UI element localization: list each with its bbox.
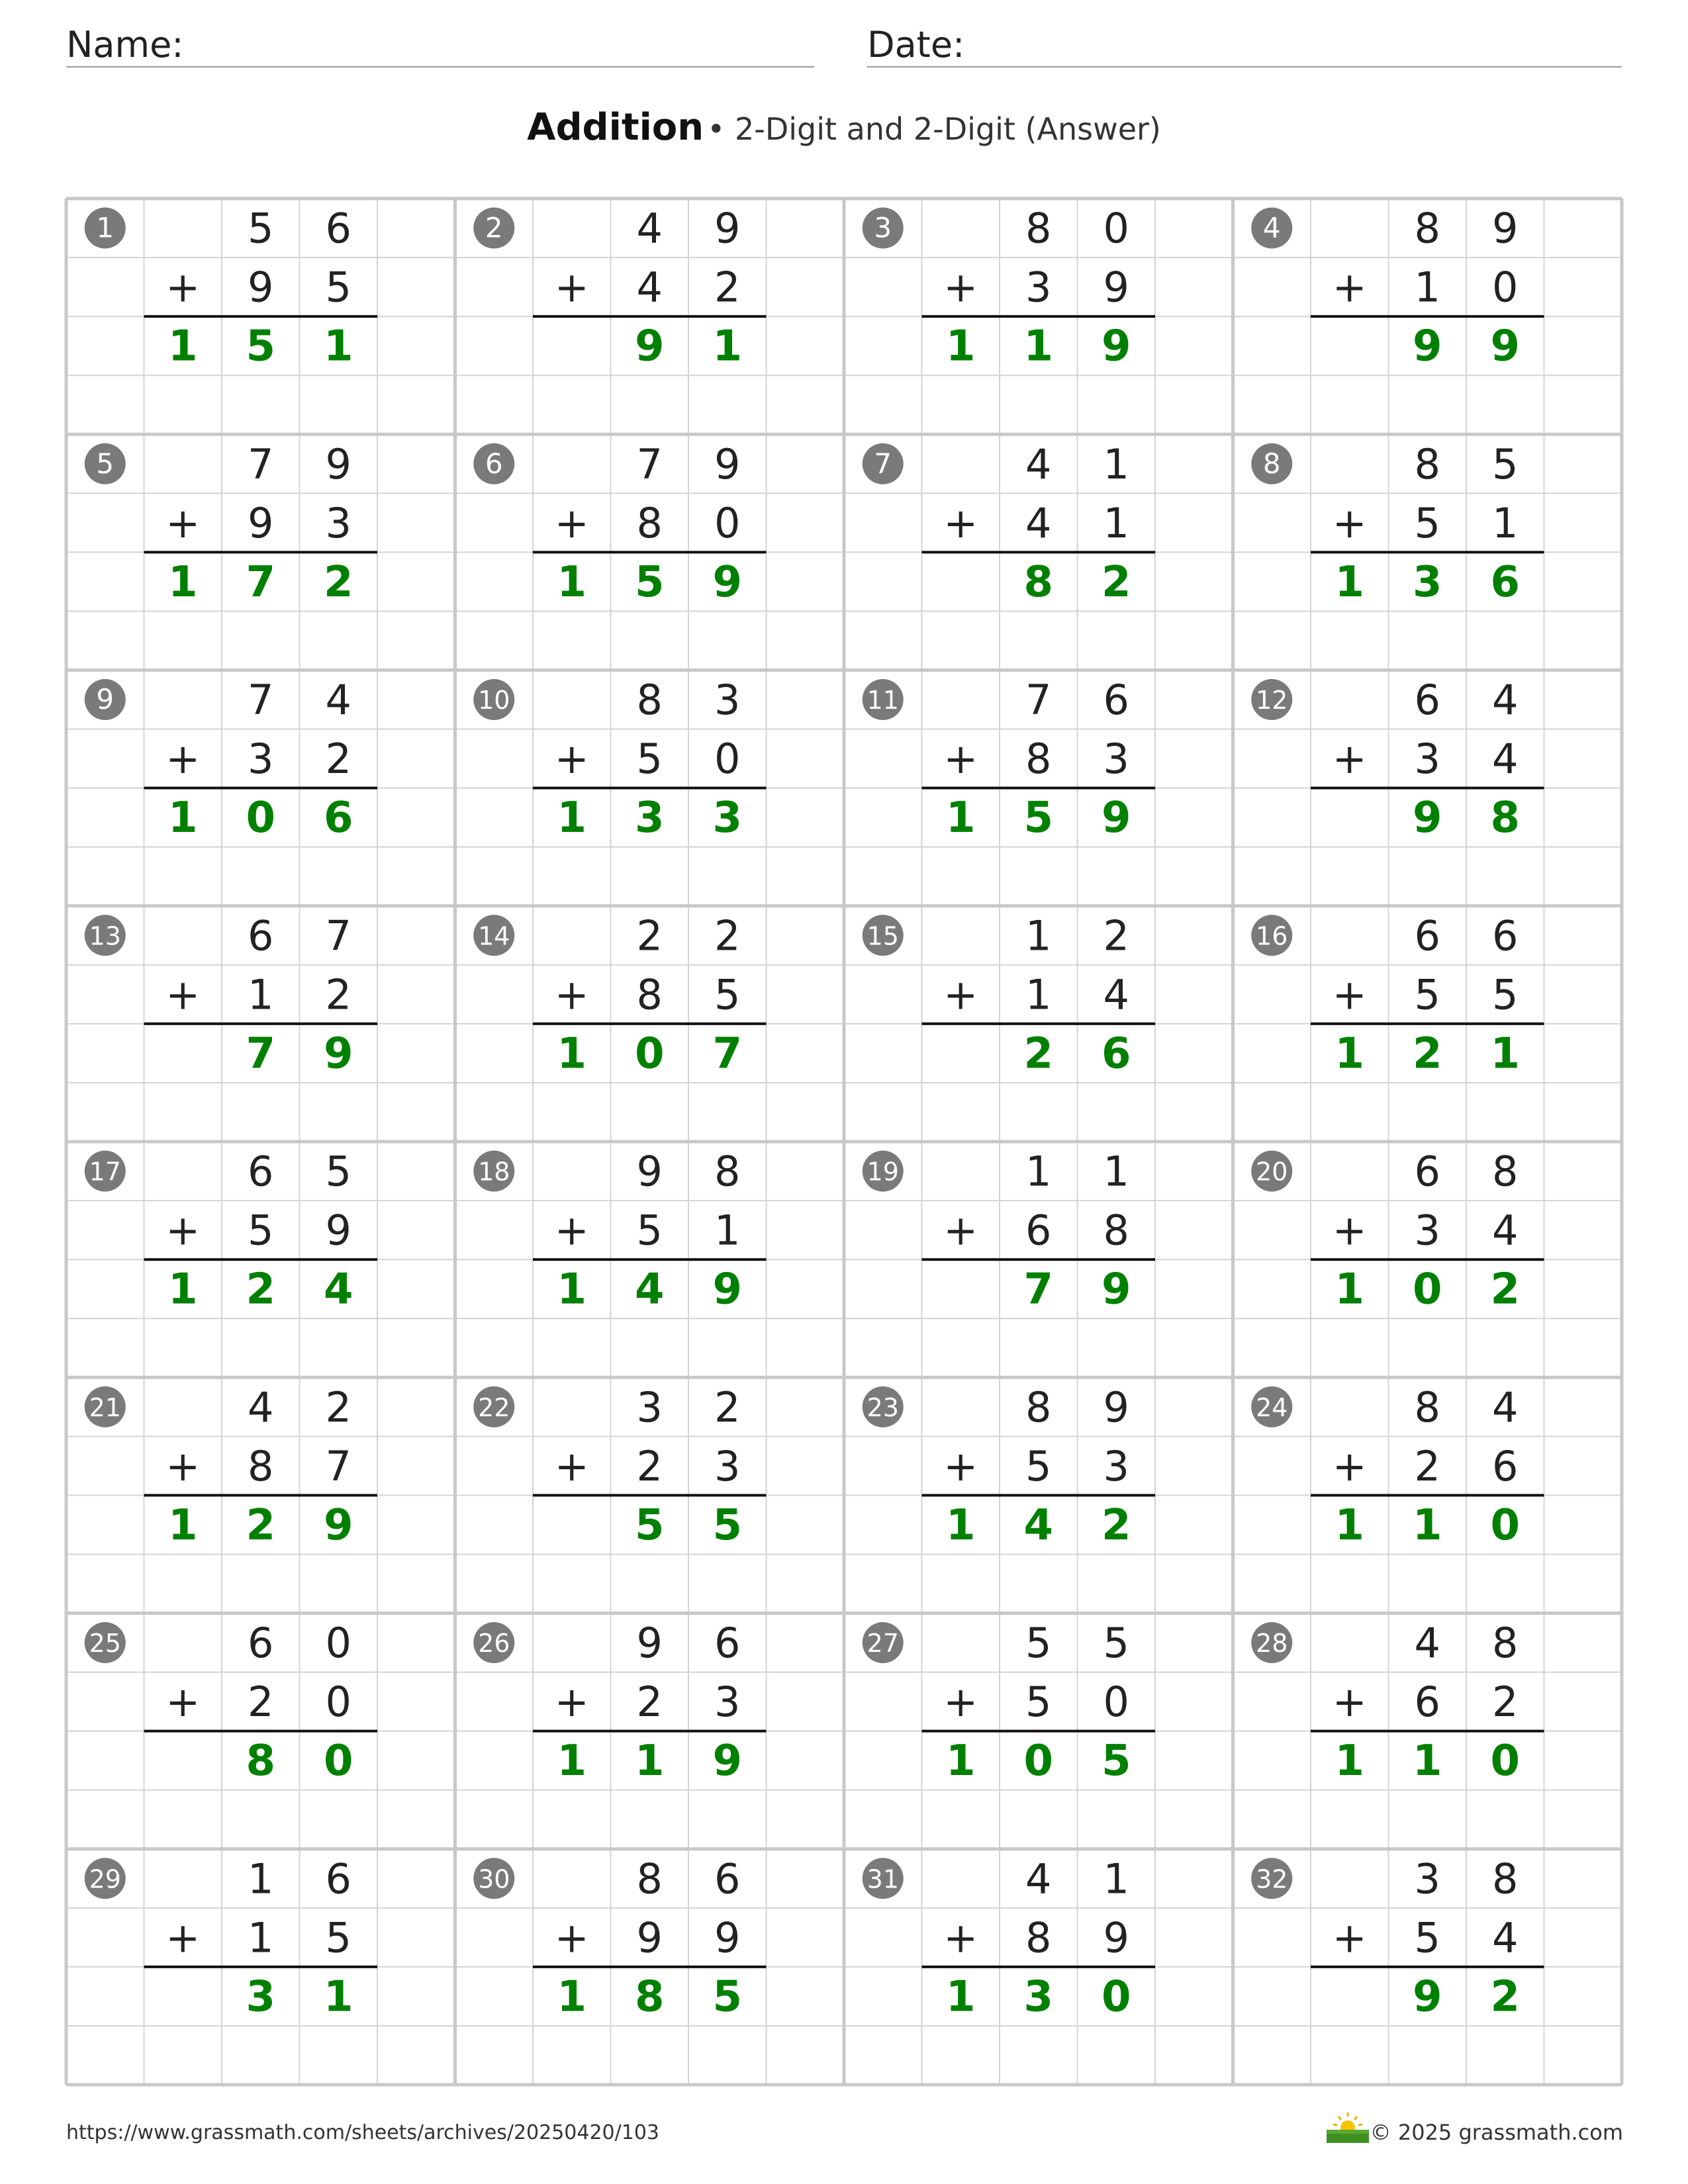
operand-digit: 4 [325, 676, 352, 725]
answer-digit: 9 [712, 1737, 743, 1786]
answer-digit: 0 [1023, 1737, 1054, 1786]
operand-digit: 5 [636, 735, 663, 784]
operand-digit: 0 [714, 498, 741, 547]
operand-digit: 3 [1103, 735, 1129, 784]
operand-digit: 4 [1414, 1619, 1440, 1668]
problem-number: 20 [1256, 1157, 1288, 1187]
answer-digit: 1 [712, 322, 743, 371]
operand-digit: 0 [1103, 1678, 1129, 1727]
operand-digit: 4 [1103, 970, 1129, 1019]
operand-digit: 0 [325, 1678, 352, 1727]
operand-digit: 5 [1414, 970, 1440, 1019]
operand-digit: 1 [1103, 498, 1129, 547]
operand-digit: 5 [1025, 1619, 1052, 1668]
operand-digit: 8 [1025, 735, 1052, 784]
operand-digit: 8 [714, 1147, 741, 1196]
operand-digit: 5 [636, 1206, 663, 1255]
answer-digit: 2 [323, 557, 353, 607]
footer-copyright: © 2025 grassmath.com [1370, 2120, 1623, 2145]
answer-digit: 1 [945, 1500, 976, 1550]
answer-digit: 0 [634, 1029, 665, 1079]
answer-digit: 6 [1490, 557, 1521, 607]
plus-sign: + [943, 498, 978, 547]
operand-digit: 5 [1414, 1913, 1440, 1962]
title-main: Addition [527, 106, 704, 149]
answer-digit: 1 [634, 1737, 665, 1786]
problem-number: 16 [1256, 921, 1288, 951]
operand-digit: 4 [1492, 1206, 1519, 1255]
operand-digit: 7 [1025, 676, 1052, 725]
answer-digit: 1 [1412, 1500, 1442, 1550]
answer-digit: 7 [246, 1029, 276, 1079]
plus-sign: + [554, 970, 589, 1019]
operand-digit: 2 [714, 911, 741, 960]
plus-sign: + [943, 1206, 978, 1255]
footer-url: https://www.grassmath.com/sheets/archives/20250420/103 [66, 2121, 660, 2144]
plus-sign: + [1332, 735, 1367, 784]
operand-digit: 8 [1414, 439, 1440, 488]
operand-digit: 7 [325, 911, 352, 960]
plus-sign: + [554, 263, 589, 312]
operand-digit: 5 [1103, 1619, 1129, 1668]
answer-digit: 0 [246, 794, 276, 843]
problem-number: 18 [478, 1157, 510, 1187]
plus-sign: + [165, 1441, 201, 1490]
operand-digit: 6 [248, 1619, 274, 1668]
operand-digit: 5 [325, 1147, 352, 1196]
operand-digit: 6 [1025, 1206, 1052, 1255]
plus-sign: + [943, 735, 978, 784]
problem-number: 31 [867, 1864, 899, 1894]
operand-digit: 4 [1492, 676, 1519, 725]
operand-digit: 8 [1492, 1854, 1519, 1903]
problem-number: 1 [96, 211, 115, 244]
operand-digit: 9 [1492, 204, 1519, 253]
operand-digit: 6 [325, 1854, 352, 1903]
operand-digit: 8 [636, 1854, 663, 1903]
operand-digit: 9 [714, 439, 741, 488]
answer-digit: 8 [1490, 794, 1521, 843]
operand-digit: 5 [1414, 498, 1440, 547]
answer-digit: 1 [167, 322, 198, 371]
operand-digit: 5 [325, 263, 352, 312]
problem-number: 8 [1262, 447, 1281, 480]
operand-digit: 2 [325, 970, 352, 1019]
operand-digit: 8 [1025, 1383, 1052, 1432]
operand-digit: 3 [1025, 263, 1052, 312]
operand-digit: 6 [1414, 1678, 1440, 1727]
operand-digit: 6 [1414, 1147, 1440, 1196]
operand-digit: 2 [1103, 911, 1129, 960]
operand-digit: 4 [1025, 498, 1052, 547]
operand-digit: 2 [714, 1383, 741, 1432]
problem-number: 4 [1262, 211, 1281, 244]
operand-digit: 4 [1025, 1854, 1052, 1903]
operand-digit: 9 [636, 1913, 663, 1962]
answer-digit: 3 [246, 1972, 276, 2022]
answer-digit: 1 [557, 1972, 587, 2022]
operand-digit: 1 [1103, 439, 1129, 488]
problem-number: 13 [89, 921, 121, 951]
answer-digit: 2 [1412, 1029, 1442, 1079]
operand-digit: 7 [248, 439, 274, 488]
answer-digit: 4 [634, 1265, 665, 1314]
operand-digit: 2 [325, 1383, 352, 1432]
answer-digit: 7 [1023, 1265, 1054, 1314]
operand-digit: 6 [325, 204, 352, 253]
operand-digit: 9 [714, 1913, 741, 1962]
operand-digit: 6 [1103, 676, 1129, 725]
answer-digit: 6 [323, 794, 353, 843]
operand-digit: 5 [325, 1913, 352, 1962]
operand-digit: 2 [636, 1441, 663, 1490]
problem-number: 32 [1256, 1864, 1288, 1894]
answer-digit: 7 [712, 1029, 743, 1079]
answer-digit: 9 [1101, 794, 1131, 843]
operand-digit: 1 [1414, 263, 1440, 312]
operand-digit: 2 [1414, 1441, 1440, 1490]
answer-digit: 0 [323, 1737, 353, 1786]
operand-digit: 3 [325, 498, 352, 547]
plus-sign: + [943, 970, 978, 1019]
problem-number: 9 [96, 683, 115, 716]
answer-digit: 2 [1023, 1029, 1054, 1079]
operand-digit: 4 [1025, 439, 1052, 488]
answer-digit: 0 [1490, 1737, 1521, 1786]
operand-digit: 8 [248, 1441, 274, 1490]
answer-digit: 3 [712, 794, 743, 843]
operand-digit: 8 [1414, 1383, 1440, 1432]
answer-digit: 2 [1490, 1265, 1521, 1314]
operand-digit: 1 [248, 1854, 274, 1903]
plus-sign: + [943, 1441, 978, 1490]
answer-digit: 9 [323, 1500, 353, 1550]
answer-digit: 1 [323, 1972, 353, 2022]
answer-digit: 1 [1490, 1029, 1521, 1079]
operand-digit: 6 [1492, 911, 1519, 960]
problem-number: 10 [478, 686, 510, 715]
operand-digit: 2 [248, 1678, 274, 1727]
answer-digit: 2 [246, 1265, 276, 1314]
answer-digit: 5 [712, 1972, 743, 2022]
answer-digit: 1 [557, 1265, 587, 1314]
operand-digit: 8 [636, 970, 663, 1019]
problem-number: 11 [867, 686, 899, 715]
answer-digit: 5 [634, 1500, 665, 1550]
operand-digit: 0 [1492, 263, 1519, 312]
plus-sign: + [1332, 1206, 1367, 1255]
problem-number: 24 [1256, 1392, 1288, 1422]
operand-digit: 1 [1025, 970, 1052, 1019]
answer-digit: 3 [1412, 557, 1442, 607]
answer-digit: 2 [1101, 1500, 1131, 1550]
operand-digit: 9 [714, 204, 741, 253]
answer-digit: 1 [167, 794, 198, 843]
answer-digit: 1 [945, 322, 976, 371]
operand-digit: 6 [248, 1147, 274, 1196]
operand-digit: 8 [1492, 1147, 1519, 1196]
operand-digit: 6 [714, 1854, 741, 1903]
answer-digit: 1 [1023, 322, 1054, 371]
plus-sign: + [165, 1678, 201, 1727]
operand-digit: 3 [1414, 1206, 1440, 1255]
operand-digit: 5 [248, 1206, 274, 1255]
operand-digit: 1 [1103, 1854, 1129, 1903]
operand-digit: 8 [1025, 1913, 1052, 1962]
operand-digit: 9 [248, 263, 274, 312]
answer-digit: 9 [634, 322, 665, 371]
answer-digit: 1 [945, 1972, 976, 2022]
answer-digit: 8 [246, 1737, 276, 1786]
operand-digit: 3 [248, 735, 274, 784]
answer-digit: 1 [1335, 1737, 1365, 1786]
operand-digit: 5 [248, 204, 274, 253]
answer-digit: 0 [1412, 1265, 1442, 1314]
operand-digit: 2 [636, 1678, 663, 1727]
answer-digit: 9 [1412, 1972, 1442, 2022]
operand-digit: 1 [1492, 498, 1519, 547]
answer-digit: 7 [246, 557, 276, 607]
operand-digit: 6 [1414, 676, 1440, 725]
operand-digit: 1 [714, 1206, 741, 1255]
answer-digit: 2 [246, 1500, 276, 1550]
answer-digit: 3 [634, 794, 665, 843]
operand-digit: 3 [714, 676, 741, 725]
answer-digit: 5 [634, 557, 665, 607]
answer-digit: 1 [167, 1265, 198, 1314]
problem-number: 27 [867, 1629, 899, 1659]
plus-sign: + [1332, 970, 1367, 1019]
answer-digit: 5 [712, 1500, 743, 1550]
operand-digit: 7 [636, 439, 663, 488]
problem-number: 12 [1256, 686, 1288, 715]
operand-digit: 5 [1025, 1678, 1052, 1727]
plus-sign: + [165, 1913, 201, 1962]
plus-sign: + [943, 1678, 978, 1727]
answer-digit: 1 [1335, 1029, 1365, 1079]
operand-digit: 9 [1103, 1913, 1129, 1962]
operand-digit: 3 [714, 1441, 741, 1490]
plus-sign: + [554, 735, 589, 784]
operand-digit: 8 [636, 676, 663, 725]
answer-digit: 6 [1101, 1029, 1131, 1079]
answer-digit: 1 [557, 794, 587, 843]
operand-digit: 2 [325, 735, 352, 784]
operand-digit: 4 [248, 1383, 274, 1432]
operand-digit: 2 [636, 911, 663, 960]
answer-digit: 1 [945, 794, 976, 843]
operand-digit: 0 [1103, 204, 1129, 253]
answer-digit: 9 [1101, 1265, 1131, 1314]
operand-digit: 6 [248, 911, 274, 960]
plus-sign: + [1332, 1441, 1367, 1490]
operand-digit: 7 [248, 676, 274, 725]
plus-sign: + [554, 1441, 589, 1490]
operand-digit: 4 [636, 204, 663, 253]
problem-number: 15 [867, 921, 899, 951]
answer-digit: 5 [1101, 1737, 1131, 1786]
name-label: Name: [66, 24, 184, 66]
plus-sign: + [554, 1206, 589, 1255]
answer-digit: 1 [1335, 557, 1365, 607]
problem-number: 23 [867, 1392, 899, 1422]
problem-number: 3 [874, 211, 892, 244]
operand-digit: 9 [1103, 1383, 1129, 1432]
answer-digit: 4 [1023, 1500, 1054, 1550]
problem-number: 21 [89, 1392, 121, 1422]
operand-digit: 9 [1103, 263, 1129, 312]
plus-sign: + [165, 498, 201, 547]
operand-digit: 9 [636, 1147, 663, 1196]
answer-digit: 5 [1023, 794, 1054, 843]
answer-digit: 0 [1490, 1500, 1521, 1550]
answer-digit: 1 [557, 557, 587, 607]
plus-sign: + [1332, 1678, 1367, 1727]
plus-sign: + [165, 1206, 201, 1255]
operand-digit: 8 [1103, 1206, 1129, 1255]
problem-number: 17 [89, 1157, 121, 1187]
operand-digit: 1 [248, 1913, 274, 1962]
operand-digit: 7 [325, 1441, 352, 1490]
title-subtitle: • 2-Digit and 2-Digit (Answer) [707, 111, 1161, 147]
problem-number: 2 [485, 211, 503, 244]
operand-digit: 0 [325, 1619, 352, 1668]
operand-digit: 4 [1492, 1913, 1519, 1962]
answer-digit: 1 [945, 1737, 976, 1786]
problem-number: 30 [478, 1864, 510, 1894]
answer-digit: 9 [1101, 322, 1131, 371]
operand-digit: 8 [636, 498, 663, 547]
plus-sign: + [165, 970, 201, 1019]
operand-digit: 1 [1103, 1147, 1129, 1196]
problem-number: 6 [485, 447, 503, 480]
answer-digit: 2 [1101, 557, 1131, 607]
operand-digit: 0 [714, 735, 741, 784]
plus-sign: + [554, 498, 589, 547]
answer-digit: 1 [167, 1500, 198, 1550]
plus-sign: + [1332, 263, 1367, 312]
operand-digit: 9 [636, 1619, 663, 1668]
operand-digit: 8 [1414, 204, 1440, 253]
answer-digit: 1 [323, 322, 353, 371]
operand-digit: 9 [325, 1206, 352, 1255]
operand-digit: 5 [714, 970, 741, 1019]
operand-digit: 8 [1025, 204, 1052, 253]
operand-digit: 9 [325, 439, 352, 488]
answer-digit: 1 [557, 1737, 587, 1786]
operand-digit: 3 [636, 1383, 663, 1432]
operand-digit: 3 [1103, 1441, 1129, 1490]
operand-digit: 5 [1492, 439, 1519, 488]
operand-digit: 9 [248, 498, 274, 547]
operand-digit: 5 [1025, 1441, 1052, 1490]
operand-digit: 6 [1414, 911, 1440, 960]
operand-digit: 2 [1492, 1678, 1519, 1727]
plus-sign: + [165, 263, 201, 312]
operand-digit: 8 [1492, 1619, 1519, 1668]
plus-sign: + [943, 1913, 978, 1962]
answer-digit: 9 [712, 557, 743, 607]
problem-number: 22 [478, 1392, 510, 1422]
plus-sign: + [943, 263, 978, 312]
date-label: Date: [867, 24, 965, 66]
answer-digit: 1 [557, 1029, 587, 1079]
operand-digit: 4 [1492, 735, 1519, 784]
operand-digit: 1 [1025, 1147, 1052, 1196]
operand-digit: 4 [1492, 1383, 1519, 1432]
answer-digit: 1 [1335, 1265, 1365, 1314]
plus-sign: + [1332, 498, 1367, 547]
problem-number: 26 [478, 1629, 510, 1659]
answer-digit: 9 [1412, 322, 1442, 371]
problem-number: 25 [89, 1629, 121, 1659]
answer-digit: 9 [712, 1265, 743, 1314]
plus-sign: + [554, 1913, 589, 1962]
problem-number: 5 [96, 447, 115, 480]
answer-digit: 9 [1490, 322, 1521, 371]
answer-digit: 1 [1335, 1500, 1365, 1550]
problem-number: 28 [1256, 1629, 1288, 1659]
answer-digit: 9 [1412, 794, 1442, 843]
answer-digit: 1 [167, 557, 198, 607]
answer-digit: 4 [323, 1265, 353, 1314]
problem-number: 19 [867, 1157, 899, 1187]
operand-digit: 5 [1492, 970, 1519, 1019]
problem-number: 29 [89, 1864, 121, 1894]
answer-digit: 8 [1023, 557, 1054, 607]
plus-sign: + [1332, 1913, 1367, 1962]
answer-digit: 8 [634, 1972, 665, 2022]
plus-sign: + [554, 1678, 589, 1727]
operand-digit: 3 [1414, 735, 1440, 784]
answer-digit: 1 [1412, 1737, 1442, 1786]
grass-sun-logo-icon [1327, 2111, 1369, 2143]
plus-sign: + [165, 735, 201, 784]
problem-number: 7 [874, 447, 892, 480]
operand-digit: 6 [714, 1619, 741, 1668]
answer-digit: 5 [246, 322, 276, 371]
operand-digit: 3 [714, 1678, 741, 1727]
operand-digit: 6 [1492, 1441, 1519, 1490]
operand-digit: 2 [714, 263, 741, 312]
operand-digit: 1 [1025, 911, 1052, 960]
problem-number: 14 [478, 921, 510, 951]
answer-digit: 9 [323, 1029, 353, 1079]
answer-digit: 0 [1101, 1972, 1131, 2022]
answer-digit: 2 [1490, 1972, 1521, 2022]
answer-digit: 3 [1023, 1972, 1054, 2022]
operand-digit: 1 [248, 970, 274, 1019]
operand-digit: 4 [636, 263, 663, 312]
operand-digit: 3 [1414, 1854, 1440, 1903]
